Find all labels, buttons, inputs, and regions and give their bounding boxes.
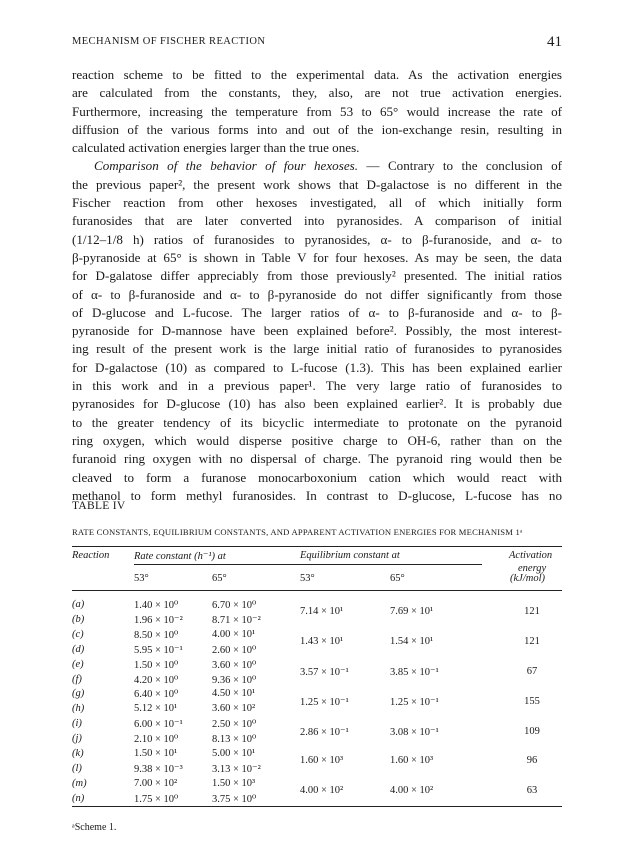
rate-constant-53: 6.40 × 10⁰ — [134, 689, 179, 701]
reaction-label: (f) — [72, 673, 82, 685]
equilibrium-constant-53: 1.25 × 10⁻¹ — [300, 696, 349, 708]
rate-constant-53: 8.50 × 10⁰ — [134, 629, 179, 641]
rate-constant-65: 6.70 × 10⁰ — [212, 600, 257, 611]
header-sub-rule — [134, 564, 482, 565]
rate-constant-65: 3.60 × 10² — [212, 703, 256, 715]
equilibrium-constant-65: 1.25 × 10⁻¹ — [390, 696, 439, 708]
body-line: diffusion of the various forms into and out of the ion-exchange resin, resulting in — [72, 121, 562, 137]
rate-constant-53: 4.20 × 10⁰ — [134, 674, 179, 686]
activation-energy: 109 — [524, 725, 540, 737]
body-line: of α- to β-furanoside and α- to β-pyranoside do not differ significantly from those — [72, 286, 562, 302]
body-line: β-pyranoside at 65° is shown in Table V for four hexoses. As may be seen, the data — [72, 249, 562, 265]
rate-constant-53: 1.50 × 10⁰ — [134, 659, 179, 671]
rate-constant-53: 2.10 × 10⁰ — [134, 734, 179, 746]
body-line: Furthermore, increasing the temperature from 53 to 65° would increase the rate of — [72, 103, 562, 119]
body-line: calculated activation energies larger than the true ones. — [72, 140, 360, 156]
subheader-65-eq: 65° — [390, 573, 405, 584]
equilibrium-constant-65: 1.54 × 10¹ — [390, 636, 434, 648]
reaction-label: (h) — [72, 703, 85, 715]
body-line: furanosides that are later converted into pyranosides. A comparison of initial — [72, 213, 562, 229]
body-line: pyranoside for D-mannose have been explained before². Possibly, the most interest- — [72, 323, 562, 339]
body-line: for D-galatose differ appreciably from those previously² presented. The initial ratios — [72, 268, 562, 284]
rate-constant-53: 7.00 × 10² — [134, 777, 178, 789]
reaction-label: (e) — [72, 658, 84, 670]
rate-constant-53: 5.95 × 10⁻¹ — [134, 644, 183, 656]
equilibrium-constant-53: 4.00 × 10² — [300, 785, 344, 797]
equilibrium-constant-53: 2.86 × 10⁻¹ — [300, 726, 349, 738]
rate-constant-53: 1.75 × 10⁰ — [134, 793, 179, 805]
rate-constant-53: 6.00 × 10⁻¹ — [134, 719, 183, 731]
activation-energy: 63 — [526, 785, 538, 797]
body-line: in this work and in a previous paper¹. The very large ratio of furanosides to — [72, 378, 562, 394]
equilibrium-constant-53: 3.57 × 10⁻¹ — [300, 667, 349, 679]
header-activation-3: (kJ/mol) — [510, 573, 545, 584]
rate-constant-53: 1.50 × 10¹ — [134, 748, 178, 759]
body-line: cleaved to form a furanose monocarboxonium cation which would react with — [72, 469, 562, 485]
rate-constant-65: 3.75 × 10⁰ — [212, 793, 257, 805]
body-line: of D-glucose and L-fucose. The larger ratios of α- to β-furanoside and α- to β- — [72, 304, 562, 320]
subheader-53-eq: 53° — [300, 573, 315, 584]
table-caption: RATE CONSTANTS, EQUILIBRIUM CONSTANTS, AND APPARENT ACTIVATION ENERGIES FOR MECHANISM 1ᵃ — [72, 527, 523, 537]
table-bottom-rule — [72, 806, 562, 807]
reaction-label: (d) — [72, 643, 85, 655]
reaction-label: (c) — [72, 628, 84, 640]
reaction-label: (k) — [72, 748, 84, 759]
reaction-label: (i) — [72, 718, 82, 730]
rate-constant-53: 9.38 × 10⁻³ — [134, 763, 183, 775]
body-line: ring oxygen, which would disperse positive charge to OH-6, rather than on the — [72, 432, 562, 448]
body-line: (1/12–1/8 h) ratios of furanosides to pyranosides, α- to β-furanoside, and α- to — [72, 231, 562, 247]
activation-energy: 121 — [524, 636, 540, 648]
reaction-label: (l) — [72, 762, 82, 774]
header-reaction: Reaction — [72, 550, 110, 561]
page-number: 41 — [547, 34, 562, 50]
rate-constant-65: 4.50 × 10¹ — [212, 688, 256, 700]
rate-constant-65: 9.36 × 10⁰ — [212, 674, 257, 686]
table-top-rule — [72, 546, 562, 547]
equilibrium-constant-53: 1.60 × 10³ — [300, 755, 344, 767]
rate-constant-65: 3.60 × 10⁰ — [212, 659, 257, 671]
subheader-65-rate: 65° — [212, 573, 227, 584]
equilibrium-constant-65: 1.60 × 10³ — [390, 755, 434, 767]
rate-constant-65: 2.50 × 10⁰ — [212, 719, 257, 731]
equilibrium-constant-65: 3.08 × 10⁻¹ — [390, 726, 439, 738]
table-footnote: ᵃScheme 1. — [72, 822, 117, 833]
body-line: Comparison of the behavior of four hexoses. — Contrary to the conclusion of — [94, 158, 562, 174]
subheader-53-rate: 53° — [134, 573, 149, 584]
body-line: for D-galactose (10) as compared to L-fucose (1.3). This has been explained earlier — [72, 359, 562, 375]
reaction-label: (b) — [72, 613, 85, 625]
rate-constant-65: 8.13 × 10⁰ — [212, 734, 257, 746]
equilibrium-constant-53: 1.43 × 10¹ — [300, 636, 344, 648]
rate-constant-65: 8.71 × 10⁻² — [212, 614, 261, 626]
rate-constant-65: 3.13 × 10⁻² — [212, 763, 261, 775]
body-line: the previous paper², the present work shows that D-galactose is no different in the — [72, 176, 562, 192]
body-line: pyranosides for D-glucose (10) has also been explained earlier². It is probably due — [72, 396, 562, 412]
reaction-label: (m) — [72, 777, 87, 789]
rate-constant-53: 5.12 × 10¹ — [134, 703, 178, 715]
rate-constant-53: 1.40 × 10⁰ — [134, 600, 179, 611]
body-line: Fischer reaction from other hexoses investigated, all of which initially form — [72, 195, 562, 211]
rate-constant-65: 4.00 × 10¹ — [212, 628, 256, 640]
table-label: TABLE IV — [72, 500, 126, 512]
body-line: to the greater tendency of its bicyclic intermediate to protonate on the pyranoid — [72, 414, 562, 430]
equilibrium-constant-65: 7.69 × 10¹ — [390, 606, 434, 618]
equilibrium-constant-53: 7.14 × 10¹ — [300, 606, 344, 618]
body-line: furanoid ring oxygen with no dispersal of charge. The pyranoid ring would then be — [72, 451, 562, 467]
running-head: MECHANISM OF FISCHER REACTION — [72, 36, 266, 47]
header-equilibrium-constant: Equilibrium constant at — [300, 550, 400, 561]
rate-constant-65: 1.50 × 10³ — [212, 777, 256, 789]
rate-constant-65: 2.60 × 10⁰ — [212, 644, 257, 656]
header-activation-2: energy — [518, 563, 547, 574]
rate-constant-53: 1.96 × 10⁻² — [134, 614, 183, 626]
header-activation-1: Activation — [509, 550, 553, 561]
activation-energy: 96 — [526, 755, 538, 767]
activation-energy: 121 — [524, 606, 540, 618]
body-line: ing result of the present work is the large initial ratio of furanosides to pyranosides — [72, 341, 562, 357]
header-rate-constant: Rate constant (h⁻¹) at — [134, 551, 226, 562]
reaction-label: (a) — [72, 599, 85, 610]
body-line: reaction scheme to be fitted to the experimental data. As the activation energies — [72, 67, 562, 82]
reaction-label: (n) — [72, 792, 85, 804]
equilibrium-constant-65: 4.00 × 10² — [390, 785, 434, 797]
rate-constant-65: 5.00 × 10¹ — [212, 748, 256, 759]
header-bottom-rule — [72, 590, 562, 591]
equilibrium-constant-65: 3.85 × 10⁻¹ — [390, 667, 439, 679]
body-text — [72, 66, 562, 505]
activation-energy: 67 — [526, 666, 538, 678]
body-line: methanol to form methyl furanosides. In contrast to D-glucose, L-fucose has no — [72, 487, 562, 503]
reaction-label: (g) — [72, 688, 85, 700]
body-line: are calculated from the constants, they, also, are not true activation energies. — [72, 85, 562, 101]
reaction-label: (j) — [72, 733, 82, 745]
page-header — [72, 36, 562, 52]
activation-energy: 155 — [524, 695, 540, 707]
